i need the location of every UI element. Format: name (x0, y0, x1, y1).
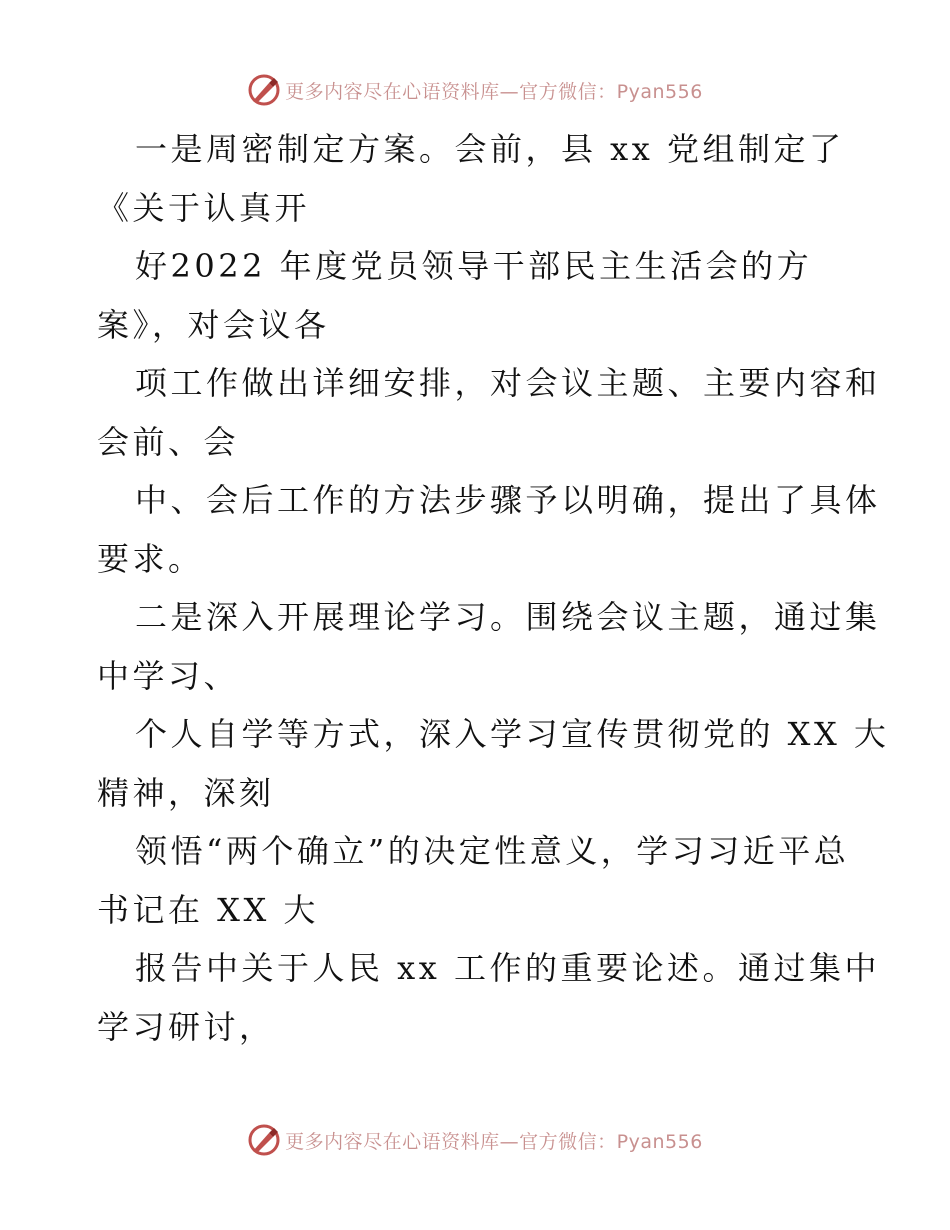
text-line: 会前、会 (97, 422, 240, 461)
text-line: 报告中关于人民 xx 工作的重要论述。通过集中 (135, 949, 880, 987)
text-line: 好2022 年度党员领导干部民主生活会的方 (135, 247, 813, 285)
text-line: 领悟“两个确立”的决定性意义，学习习近平总 (135, 832, 850, 870)
watermark-text: 更多内容尽在心语资料库—官方微信：Pyan556 (285, 80, 703, 103)
text-line: 案》，对会议各 (97, 305, 330, 344)
pen-circle-logo-icon (247, 73, 281, 107)
text-line: 中学习、 (97, 656, 240, 695)
text-line: 学习研讨， (97, 1007, 275, 1046)
pen-circle-logo-icon (247, 1123, 281, 1157)
header-watermark (0, 70, 950, 110)
text-line: 一是周密制定方案。会前，县 xx 党组制定了 (135, 130, 845, 168)
text-line: 项工作做出详细安排，对会议主题、主要内容和 (135, 364, 881, 402)
text-line: 书记在 XX 大 (97, 890, 319, 929)
text-line: 《关于认真开 (97, 188, 311, 227)
footer-watermark (0, 1120, 950, 1160)
text-line: 要求。 (97, 539, 204, 578)
text-line: 二是深入开展理论学习。围绕会议主题，通过集 (135, 598, 881, 636)
text-line: 中、会后工作的方法步骤予以明确，提出了具体 (135, 481, 881, 519)
text-line: 个人自学等方式，深入学习宣传贯彻党的 XX 大 (135, 715, 890, 753)
watermark-text: 更多内容尽在心语资料库—官方微信：Pyan556 (285, 1130, 703, 1153)
text-line: 精神，深刻 (97, 773, 275, 812)
document-body (97, 120, 890, 1056)
